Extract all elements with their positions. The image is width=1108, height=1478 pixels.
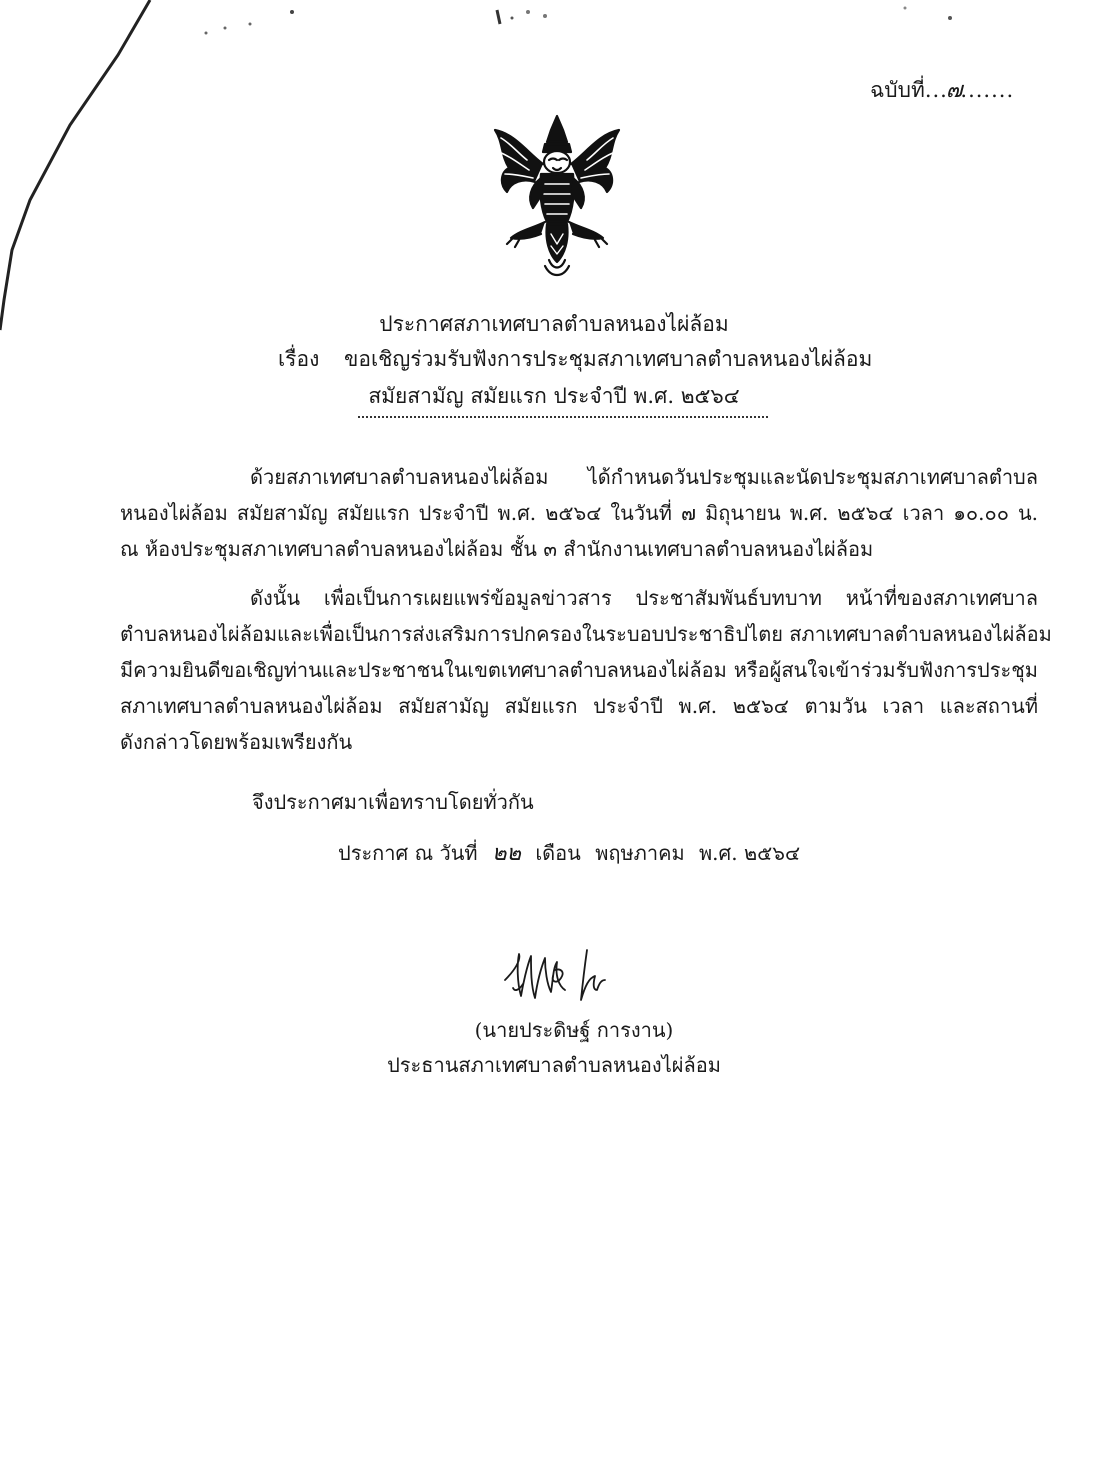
date-month-label: เดือน <box>535 841 581 865</box>
date-year: พ.ศ. ๒๕๖๔ <box>699 841 801 865</box>
paragraph-line: ดังกล่าวโดยพร้อมเพรียงกัน <box>120 730 353 754</box>
dotted-divider <box>358 416 768 418</box>
paragraph-line: ด้วยสภาเทศบาลตำบลหนองไผ่ล้อม ได้กำหนดวันประชุมและนัดประชุมสภาเทศบาลตำบล <box>250 465 1038 489</box>
copy-number-label: ฉบับที่ <box>870 78 925 102</box>
paragraph-line: ตำบลหนองไผ่ล้อมและเพื่อเป็นการส่งเสริมการปกครองในระบอบประชาธิปไตย สภาเทศบาลตำบลหนองไผ่ล้อม <box>120 622 1052 646</box>
date-prefix: ประกาศ ณ วันที่ <box>338 841 478 865</box>
signatory-name: (นายประดิษฐ์ การงาน) <box>474 1018 674 1042</box>
paragraph-line: หนองไผ่ล้อม สมัยสามัญ สมัยแรก ประจำปี พ.ศ. ๒๕๖๔ ในวันที่ ๗ มิถุนายน พ.ศ. ๒๕๖๔ เวลา ๑๐.๐๐ น. <box>120 501 1038 525</box>
signatory-position: ประธานสภาเทศบาลตำบลหนองไผ่ล้อม <box>387 1053 721 1077</box>
copy-number-value: ๗ <box>945 78 963 103</box>
subject-label: เรื่อง <box>278 347 320 371</box>
paragraph-2 <box>120 580 1052 760</box>
paragraph-line: ดังนั้น เพื่อเป็นการเผยแพร่ข้อมูลข่าวสาร ประชาสัมพันธ์บทบาท หน้าที่ของสภาเทศบาล <box>250 586 1038 610</box>
paragraph-1 <box>120 459 1038 567</box>
subject-line <box>278 343 872 376</box>
date-day: ๒๒ <box>491 841 521 866</box>
closing-statement: จึงประกาศมาเพื่อทราบโดยทั่วกัน <box>252 790 534 814</box>
scan-specks <box>0 0 1108 60</box>
announcement-date <box>338 835 808 870</box>
announcement-title: ประกาศสภาเทศบาลตำบลหนองไผ่ล้อม <box>379 312 729 336</box>
copy-number: ฉบับที่...๗....... <box>870 78 1015 103</box>
paragraph-line: ณ ห้องประชุมสภาเทศบาลตำบลหนองไผ่ล้อม ชั้น ๓ สำนักงานเทศบาลตำบลหนองไผ่ล้อม <box>120 537 874 561</box>
date-month: พฤษภาคม <box>595 841 685 865</box>
paragraph-line: มีความยินดีขอเชิญท่านและประชาชนในเขตเทศบาลตำบลหนองไผ่ล้อม หรือผู้สนใจเข้าร่วมรับฟังการประชุม <box>120 658 1038 682</box>
handwritten-signature-icon <box>495 940 645 1010</box>
subject-text: ขอเชิญร่วมรับฟังการประชุมสภาเทศบาลตำบลหนองไผ่ล้อม <box>344 347 873 371</box>
session-line: สมัยสามัญ สมัยแรก ประจำปี พ.ศ. ๒๕๖๔ <box>368 384 740 408</box>
garuda-emblem-icon <box>487 112 627 280</box>
paragraph-line: สภาเทศบาลตำบลหนองไผ่ล้อม สมัยสามัญ สมัยแรก ประจำปี พ.ศ. ๒๕๖๔ ตามวัน เวลา และสถานที่ <box>120 694 1038 718</box>
